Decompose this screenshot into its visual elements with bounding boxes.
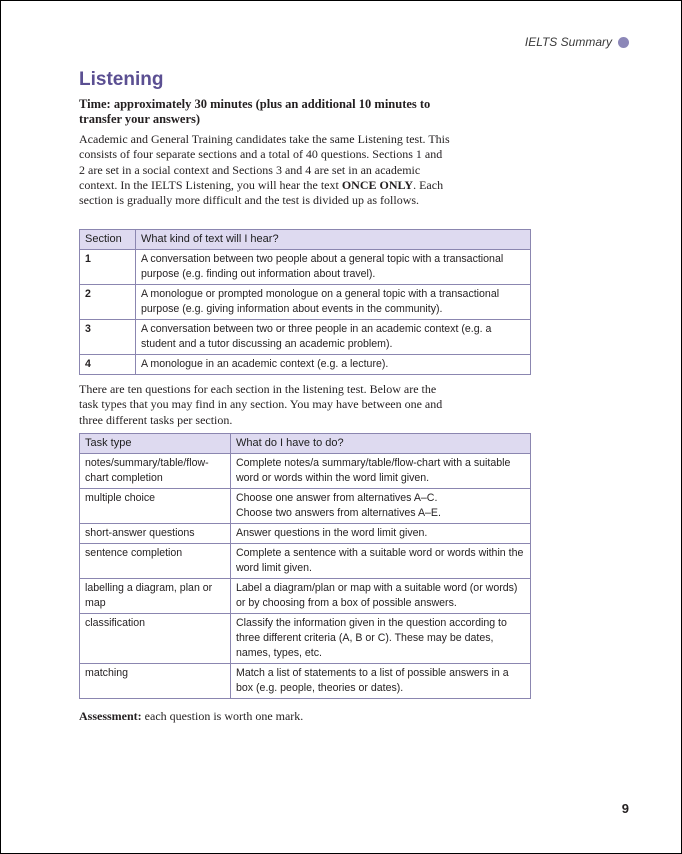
section-description: A conversation between two people about a general topic with a transactional purpose (e.g. finding out information about travel). xyxy=(136,250,531,285)
table-row xyxy=(80,544,531,579)
task-instruction: Classify the information given in the question according to three different criteria (A, B or C). These may be dates, names, types, etc. xyxy=(231,614,531,664)
table-row xyxy=(80,614,531,664)
intro-emphasis: ONCE ONLY xyxy=(341,177,414,192)
task-type: sentence completion xyxy=(80,544,231,579)
task-instruction: Complete notes/a summary/table/flow-chart with a suitable word or words within the word limit given. xyxy=(231,454,531,489)
assessment-text: each question is worth one mark. xyxy=(141,709,304,723)
assessment-note xyxy=(79,709,303,724)
running-header xyxy=(525,35,629,49)
task-instruction: Choose one answer from alternatives A–C. Choose two answers from alternatives A–E. xyxy=(231,489,531,524)
page-number: 9 xyxy=(621,801,629,816)
task-instruction: Match a list of statements to a list of possible answers in a box (e.g. people, theories or dates). xyxy=(231,664,531,699)
bullet-dot-icon xyxy=(618,37,629,48)
section-number: 3 xyxy=(80,320,136,355)
intro-part1: Academic and General Training candidates take the same Listening test. This consists of four separate sections and a total of 40 questions. Sections 1 and 2 are set in a social context and Sections 3 and 4 are set in an academic context. In the IELTS Listening, you will hear the text xyxy=(79,132,450,192)
section-number: 1 xyxy=(80,250,136,285)
section-description: A monologue or prompted monologue on a general topic with a transactional purpose (e.g. giving information about events in the community). xyxy=(136,285,531,320)
table-header-row xyxy=(80,230,531,250)
task-type: labelling a diagram, plan or map xyxy=(80,579,231,614)
task-type: classification xyxy=(80,614,231,664)
table-header-cell: What do I have to do? xyxy=(231,434,531,454)
table-row xyxy=(80,664,531,699)
table-row xyxy=(80,320,531,355)
assessment-label: Assessment: xyxy=(79,709,142,723)
task-instruction: Label a diagram/plan or map with a suitable word (or words) or by choosing from a box of possible answers. xyxy=(231,579,531,614)
task-types-table xyxy=(79,433,531,699)
section-number: 4 xyxy=(80,355,136,375)
table-row xyxy=(80,250,531,285)
table-header-cell: Task type xyxy=(80,434,231,454)
task-instruction: Complete a sentence with a suitable word or words within the word limit given. xyxy=(231,544,531,579)
task-types-paragraph: There are ten questions for each section in the listening test. Below are the task types that you may find in any section. You may have between one and three different tasks per section. xyxy=(79,382,443,427)
table-header-cell: Section xyxy=(80,230,136,250)
table-row xyxy=(80,579,531,614)
task-type: matching xyxy=(80,664,231,699)
task-type: multiple choice xyxy=(80,489,231,524)
task-type: short-answer questions xyxy=(80,524,231,544)
intro-paragraph xyxy=(79,132,451,208)
section-number: 2 xyxy=(80,285,136,320)
table-row xyxy=(80,454,531,489)
task-instruction: Answer questions in the word limit given. xyxy=(231,524,531,544)
time-statement: Time: approximately 30 minutes (plus an additional 10 minutes to transfer your answers) xyxy=(79,97,431,126)
section-title: Listening xyxy=(79,69,164,90)
table-header-cell: What kind of text will I hear? xyxy=(136,230,531,250)
sections-table xyxy=(79,229,531,375)
intro-part2: . Each section is gradually more difficult and the test is divided up as follows. xyxy=(79,177,444,208)
section-description: A monologue in an academic context (e.g. a lecture). xyxy=(136,355,531,375)
section-description: A conversation between two or three people in an academic context (e.g. a student and a tutor discussing an academic problem). xyxy=(136,320,531,355)
task-type: notes/summary/table/flow-chart completion xyxy=(80,454,231,489)
table-row xyxy=(80,489,531,524)
table-header-row xyxy=(80,434,531,454)
table-row xyxy=(80,355,531,375)
running-title: IELTS Summary xyxy=(524,35,612,49)
table-row xyxy=(80,285,531,320)
table-row xyxy=(80,524,531,544)
